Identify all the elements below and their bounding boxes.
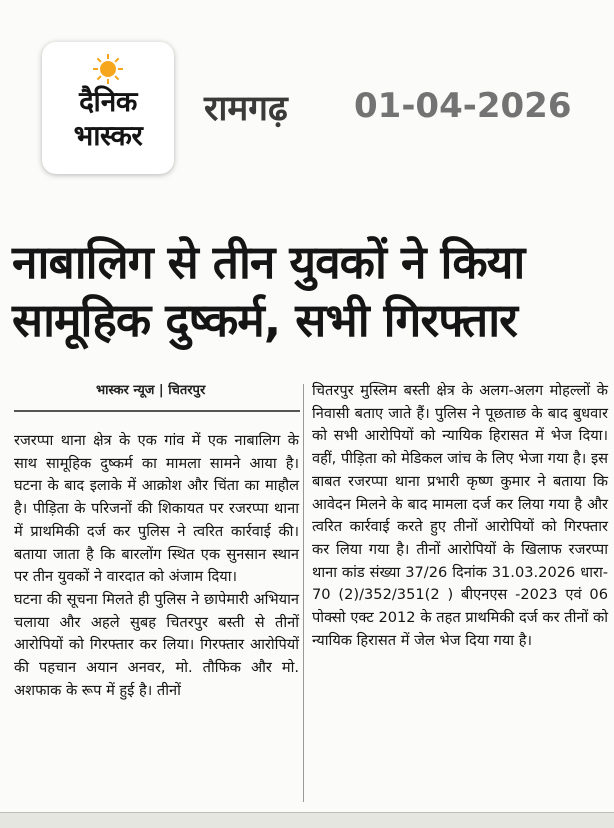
article-paragraph: घटना की सूचना मिलते ही पुलिस ने छापेमारी अभियान चलाया और अहले सुबह चितरपुर बस्ती से तीनों आरोपियों को गिरफ्तार कर लिया। गिरफ्तार आरोपियों की पहचान अयान अनवर, मो. तौफिक और मो. अशफाक के रूप में हुई है। तीनों: [14, 590, 299, 699]
dainik-bhaskar-logo: [42, 42, 174, 174]
edition-city: रामगढ़: [204, 89, 288, 129]
byline-divider: [14, 410, 300, 412]
article-byline: भास्कर न्यूज | चितरपुर: [96, 383, 206, 398]
column-divider: [303, 384, 304, 802]
article-column-right: [312, 380, 608, 652]
logo-text-bhaskar: भास्कर: [73, 119, 143, 152]
article-headline: नाबालिग से तीन युवकों ने किया सामूहिक दुष्कर्म, सभी गिरफ्तार: [12, 235, 525, 347]
edition-date: 01-04-2026: [354, 86, 572, 126]
logo-text-dainik: दैनिक: [79, 85, 137, 118]
sun-icon: [93, 54, 123, 84]
article-column-left: [14, 430, 299, 702]
article-paragraph: रजरप्पा थाना क्षेत्र के एक गांव में एक नाबालिग के साथ सामूहिक दुष्कर्म का मामला सामने आया है। घटना के बाद इलाके में आक्रोश और चिंता का माहौल है। पीड़िता के परिजनों की शिकायत पर रजरप्पा थाना में प्राथमिकी दर्ज कर पुलिस ने त्वरित कार्रवाई की। बताया जाता है कि बारलोंग स्थित एक सुनसान स्थान पर तीन युवकों ने वारदात को अंजाम दिया।: [14, 432, 299, 586]
next-article-strip: [0, 812, 614, 828]
article-paragraph: चितरपुर मुस्लिम बस्ती क्षेत्र के अलग-अलग मोहल्लों के निवासी बताए जाते हैं। पुलिस ने पूछताछ के बाद बुधवार को सभी आरोपियों को न्यायिक हिरासत में भेज दिया। वहीं, पीड़िता को मेडिकल जांच के लिए भेजा गया है। इस बाबत रजरप्पा थाना प्रभारी कृष्ण कुमार ने बताया कि आवेदन मिलने के बाद मामला दर्ज कर लिया गया है और त्वरित कार्रवाई करते हुए तीनों आरोपियों को गिरफ्तार कर लिया गया है। तीनों आरोपियों के खिलाफ रजरप्पा थाना कांड संख्या 37/26 दिनांक 31.03.2026 धारा- 70 (2)/352/351(2 ) बीएनएस -2023 एवं 06 पोक्सो एक्ट 2012 के तहत प्राथमिकी दर्ज कर तीनों को न्यायिक हिरासत में जेल भेज दिया गया है।: [312, 382, 608, 649]
